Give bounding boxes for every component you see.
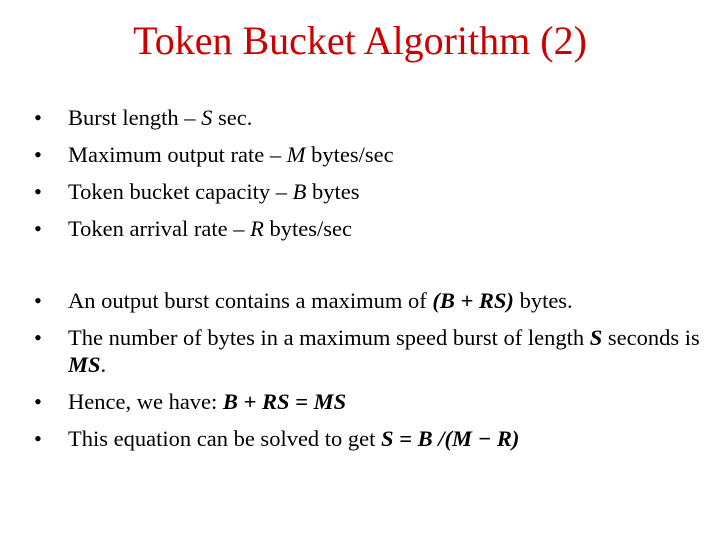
variable: MS <box>68 352 101 377</box>
item-text: An output burst contains a maximum of <box>68 288 433 313</box>
bullet-icon: • <box>34 142 42 167</box>
variable: S <box>589 325 603 350</box>
list-item <box>28 388 708 415</box>
item-text: sec. <box>212 105 253 130</box>
item-text: This equation can be solved to get <box>68 426 382 451</box>
bullet-icon: • <box>34 216 42 241</box>
bullet-icon: • <box>34 389 42 414</box>
item-text: Token bucket capacity – <box>68 179 293 204</box>
bullet-icon: • <box>34 288 42 313</box>
variable: R <box>250 216 264 241</box>
item-text: The number of bytes in a maximum speed burst of length <box>68 325 590 350</box>
item-text: . <box>100 352 107 377</box>
bullet-icon: • <box>34 325 42 350</box>
item-text: Maximum output rate – <box>68 142 287 167</box>
variable: S <box>201 105 213 130</box>
equation: S = B /(M − R) <box>381 426 520 451</box>
list-item <box>28 287 708 314</box>
slide-title: Token Bucket Algorithm (2) <box>133 18 587 63</box>
item-text: seconds is <box>602 325 700 350</box>
derivation-list <box>28 287 708 462</box>
item-text: Hence, we have: <box>68 389 223 414</box>
list-item <box>28 324 708 378</box>
list-item <box>28 99 708 136</box>
item-text: bytes <box>306 179 360 204</box>
list-item <box>28 425 708 452</box>
item-text: Token arrival rate – <box>68 216 251 241</box>
list-item <box>28 210 708 247</box>
item-text: Burst length – <box>68 105 202 130</box>
item-text: bytes/sec <box>305 142 394 167</box>
bullet-icon: • <box>34 105 42 130</box>
list-item <box>28 136 708 173</box>
item-text: bytes. <box>513 288 573 313</box>
bullet-icon: • <box>34 179 42 204</box>
variable: B <box>292 179 307 204</box>
bullet-icon: • <box>34 426 42 451</box>
list-item <box>28 173 708 210</box>
item-text: bytes/sec <box>263 216 352 241</box>
definitions-list <box>28 99 708 247</box>
equation: B + RS = MS <box>222 389 347 414</box>
expression: (B + RS) <box>432 288 514 313</box>
variable: M <box>286 142 306 167</box>
